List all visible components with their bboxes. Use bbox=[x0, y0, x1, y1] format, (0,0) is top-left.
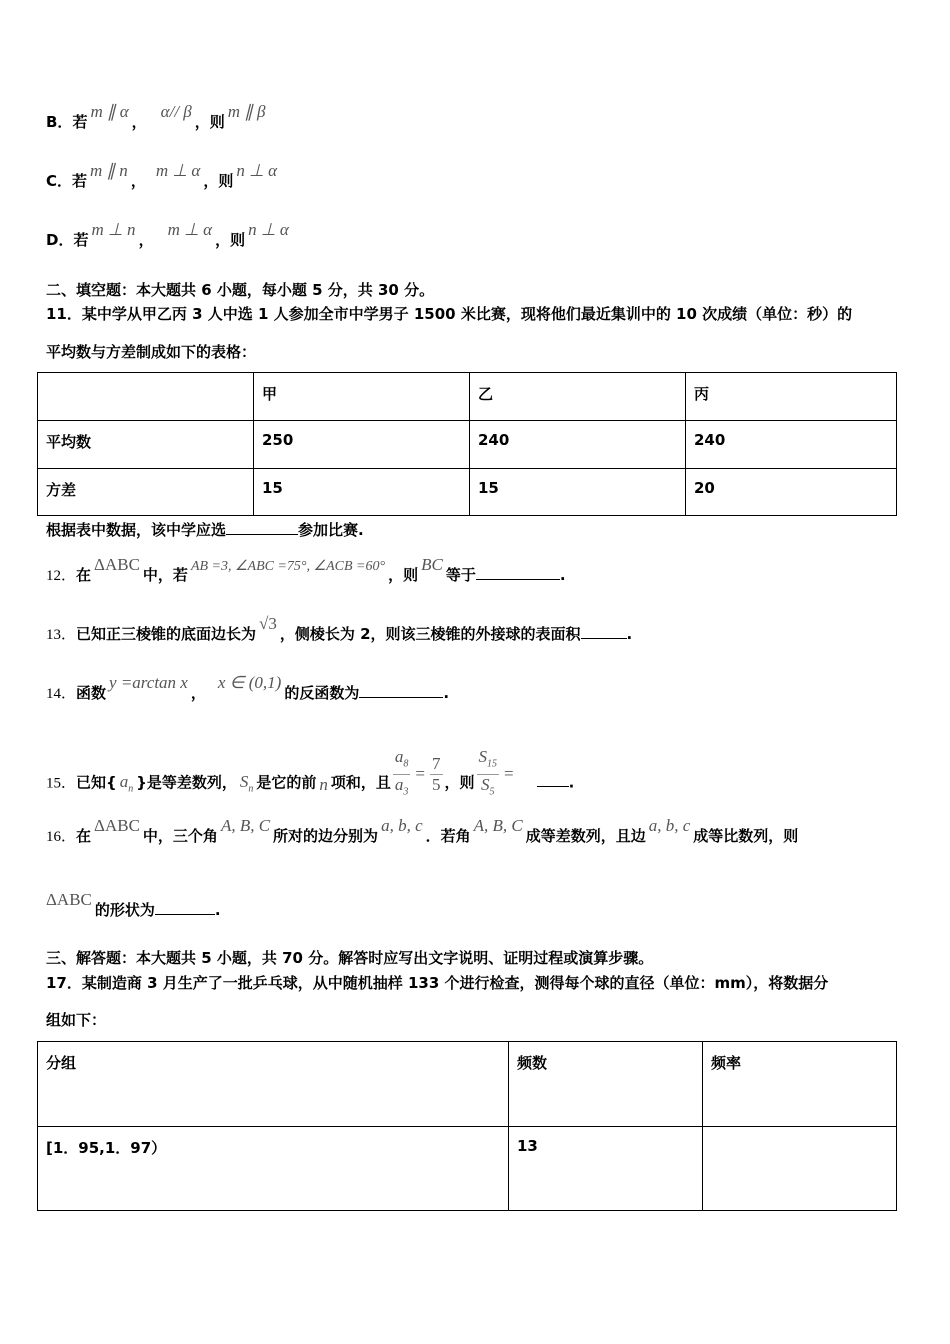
math: m ∥ β bbox=[227, 102, 266, 121]
question-number: 13． bbox=[46, 627, 77, 643]
text: 若 bbox=[73, 231, 89, 249]
option-b bbox=[46, 102, 269, 132]
question-11-text-2: 平均数与方差制成如下的表格： bbox=[46, 343, 257, 361]
text: }是等差数列， bbox=[136, 773, 237, 792]
math: = bbox=[415, 764, 426, 784]
fraction bbox=[393, 747, 411, 803]
text: ，则 bbox=[215, 231, 246, 249]
text: 项和，且 bbox=[330, 773, 391, 792]
text: ，则 bbox=[388, 566, 419, 584]
table-cell: 方差 bbox=[38, 469, 254, 516]
math-symbol: S bbox=[478, 747, 488, 766]
table-row bbox=[38, 1127, 897, 1211]
math-subscript: 5 bbox=[489, 786, 495, 798]
text: ．若角 bbox=[425, 827, 471, 845]
text: . bbox=[568, 773, 575, 792]
math: n bbox=[319, 775, 328, 795]
text: 成等差数列，且边 bbox=[525, 827, 646, 845]
math: AB =3, ∠ABC =75°, ∠ACB =60° bbox=[190, 559, 386, 574]
math: n ⊥ α bbox=[248, 220, 289, 239]
math: A, B, C bbox=[473, 816, 523, 835]
text: 若 bbox=[72, 172, 88, 190]
math: a, b, c bbox=[648, 816, 691, 835]
denominator: 5 bbox=[432, 775, 441, 795]
text: ，则 bbox=[444, 773, 475, 792]
answer-blank[interactable] bbox=[359, 683, 443, 698]
question-13 bbox=[46, 614, 633, 645]
text: ， bbox=[190, 684, 206, 702]
math: BC bbox=[421, 555, 443, 574]
text: 函数 bbox=[76, 684, 107, 702]
math: m ∥ n bbox=[90, 161, 128, 180]
table-header: 甲 bbox=[254, 373, 470, 421]
math-subscript: 3 bbox=[403, 786, 409, 798]
math: α// β bbox=[160, 102, 192, 121]
text: 已知正三棱锥的底面边长为 bbox=[76, 625, 257, 643]
text: 是它的前 bbox=[256, 773, 317, 792]
math-subscript: 8 bbox=[403, 758, 409, 770]
math-subscript: n bbox=[248, 783, 254, 795]
fraction bbox=[477, 747, 500, 803]
text: 所对的边分别为 bbox=[273, 827, 379, 845]
text: ，则 bbox=[203, 172, 234, 190]
table-cell: 平均数 bbox=[38, 421, 254, 469]
answer-blank[interactable] bbox=[155, 900, 215, 915]
text: 的形状为 bbox=[94, 901, 155, 919]
answer-blank[interactable] bbox=[581, 624, 627, 639]
math: m ∥ α bbox=[90, 102, 129, 121]
text: 中，若 bbox=[142, 566, 188, 584]
math bbox=[119, 772, 134, 795]
math: = bbox=[504, 764, 514, 784]
question-16-line-2 bbox=[46, 890, 221, 920]
option-label: C． bbox=[46, 172, 73, 190]
numerator: 7 bbox=[432, 754, 441, 774]
text: 等于 bbox=[445, 566, 476, 584]
question-17-text-2: 组如下： bbox=[46, 1011, 107, 1029]
option-d bbox=[46, 220, 292, 250]
text: 成等比数列，则 bbox=[693, 827, 799, 845]
text: ， bbox=[138, 231, 154, 249]
text: ， bbox=[131, 113, 147, 131]
text: . bbox=[443, 684, 450, 702]
question-number: 12． bbox=[46, 568, 77, 584]
question-11-text: 11．某中学从甲乙丙 3 人中选 1 人参加全市中学男子 1500 米比赛，现将他们最近集训中的 10 次成绩（单位：秒）的 bbox=[46, 305, 853, 323]
table-header: 频数 bbox=[509, 1042, 703, 1127]
math bbox=[239, 772, 254, 795]
table-header: 分组 bbox=[38, 1042, 509, 1127]
text: 的反函数为 bbox=[284, 684, 360, 702]
option-label: D． bbox=[46, 231, 74, 249]
table-cell: 240 bbox=[470, 421, 686, 469]
text: 在 bbox=[76, 566, 92, 584]
table-cell: 250 bbox=[254, 421, 470, 469]
question-number: 15． bbox=[46, 775, 77, 792]
math-symbol: S bbox=[239, 772, 249, 792]
answer-blank[interactable] bbox=[226, 520, 298, 535]
answer-blank[interactable] bbox=[476, 565, 560, 580]
frequency-table bbox=[37, 1041, 897, 1211]
math-subscript: 15 bbox=[487, 758, 498, 770]
text: 根据表中数据，该中学应选 bbox=[46, 521, 227, 539]
math-symbol: S bbox=[481, 775, 490, 795]
question-15 bbox=[46, 747, 575, 811]
question-17-text: 17．某制造商 3 月生产了一批乒乓球，从中随机抽样 133 个进行检查，测得每个球的直径（单位：mm），将数据分 bbox=[46, 974, 829, 992]
section-heading: 三、解答题：本大题共 5 小题，共 70 分。解答时应写出文字说明、证明过程或演算步骤。 bbox=[46, 949, 654, 967]
question-number: 14． bbox=[46, 686, 77, 702]
question-14 bbox=[46, 673, 450, 704]
table-cell: 15 bbox=[470, 469, 686, 516]
text: . bbox=[559, 566, 566, 584]
question-12 bbox=[46, 555, 566, 587]
text: 已知{ bbox=[76, 773, 117, 792]
question-16 bbox=[46, 816, 799, 847]
math: m ⊥ α bbox=[155, 161, 201, 180]
text: ，则 bbox=[194, 113, 225, 131]
math: n ⊥ α bbox=[236, 161, 278, 180]
question-number: 16． bbox=[46, 829, 77, 845]
text: . bbox=[626, 625, 633, 643]
text: 在 bbox=[76, 827, 92, 845]
math-symbol: a bbox=[394, 747, 404, 766]
math: √3 bbox=[259, 614, 277, 633]
math: ΔABC bbox=[46, 890, 92, 909]
answer-blank[interactable] bbox=[537, 772, 569, 787]
text: 中，三个角 bbox=[142, 827, 218, 845]
section-heading: 二、填空题：本大题共 6 小题，每小题 5 分，共 30 分。 bbox=[46, 281, 435, 299]
math: m ⊥ α bbox=[167, 220, 213, 239]
stats-table bbox=[37, 372, 897, 516]
math-symbol: a bbox=[394, 775, 404, 795]
table-header: 丙 bbox=[686, 373, 897, 421]
math: ΔABC bbox=[94, 555, 140, 574]
math: A, B, C bbox=[220, 816, 271, 835]
table-cell: [1．95,1．97） bbox=[38, 1127, 509, 1211]
math: x ∈ (0,1) bbox=[217, 673, 282, 692]
text: ，侧棱长为 2，则该三棱锥的外接球的表面积 bbox=[279, 625, 581, 643]
text: 若 bbox=[72, 113, 88, 131]
table-header bbox=[38, 373, 254, 421]
math: a, b, c bbox=[381, 816, 423, 835]
text: . bbox=[214, 901, 221, 919]
math: ΔABC bbox=[94, 816, 140, 835]
table-cell: 13 bbox=[509, 1127, 703, 1211]
math: y =arctan x bbox=[109, 673, 188, 692]
table-cell: 15 bbox=[254, 469, 470, 516]
table-row bbox=[38, 421, 897, 469]
table-header: 乙 bbox=[470, 373, 686, 421]
math-symbol: a bbox=[119, 772, 129, 792]
table-header: 频率 bbox=[703, 1042, 897, 1127]
option-c bbox=[46, 161, 280, 191]
math: m ⊥ n bbox=[91, 220, 136, 239]
table-cell: 20 bbox=[686, 469, 897, 516]
question-11-answer bbox=[46, 520, 364, 540]
fraction bbox=[430, 754, 443, 795]
text: 参加比赛. bbox=[298, 521, 364, 539]
math-subscript: n bbox=[128, 783, 134, 795]
table-cell: 240 bbox=[686, 421, 897, 469]
option-label: B． bbox=[46, 113, 73, 131]
text: ， bbox=[130, 172, 146, 190]
table-row bbox=[38, 469, 897, 516]
table-cell bbox=[703, 1127, 897, 1211]
